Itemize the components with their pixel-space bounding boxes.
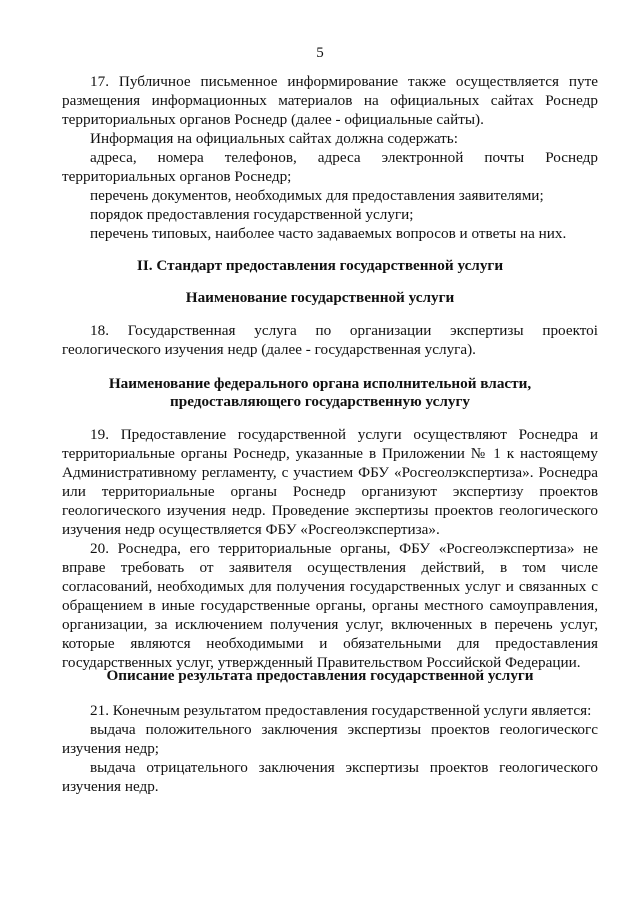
paragraph-17-line: перечень типовых, наиболее часто задаваемых вопросов и ответы на них. bbox=[90, 225, 567, 242]
paragraph-17-line: территориальных органов Роснедр (далее - официальные сайты). bbox=[62, 111, 484, 128]
paragraph-17-line: Информация на официальных сайтах должна содержать: bbox=[90, 130, 458, 147]
paragraph-20-line: вправе требовать от заявителя осуществления действий, в том числе bbox=[62, 559, 598, 576]
paragraph-20-line: согласований, необходимых для получения государственных услуг и связанных с bbox=[62, 578, 598, 595]
paragraph-17-line: размещения информационных материалов на официальных сайтах Роснедр bbox=[62, 92, 598, 109]
paragraph-21-line: выдача положительного заключения экспертизы проектов геологическогс bbox=[90, 721, 598, 738]
paragraph-17-line: перечень документов, необходимых для предоставления заявителями; bbox=[90, 187, 544, 204]
section-heading: II. Стандарт предоставления государственной услуги bbox=[136, 257, 504, 274]
paragraph-18-line: 18. Государственная услуга по организации экспертизы проектоі bbox=[90, 322, 598, 339]
paragraph-17-line: адреса, номера телефонов, адреса электронной почты Роснедр bbox=[90, 149, 598, 166]
subsection-heading: предоставляющего государственную услугу bbox=[170, 393, 470, 410]
subsection-heading: Наименование федерального органа исполнительной власти, bbox=[108, 375, 532, 392]
paragraph-19-line: территориальные органы Роснедр, указанные в Приложении № 1 к настоящему bbox=[62, 445, 598, 462]
paragraph-21-line: выдача отрицательного заключения экспертизы проектов геологического bbox=[90, 759, 598, 776]
paragraph-20-line: организации, за исключением получения услуг, включенных в перечень услуг, bbox=[62, 616, 598, 633]
paragraph-20-line: обращением в иные государственные органы, органы местного самоуправления, bbox=[62, 597, 598, 614]
paragraph-18-line: геологического изучения недр (далее - государственная услуга). bbox=[62, 341, 476, 358]
paragraph-19-line: геологического изучения недр. Проведение экспертизы проектов геологического bbox=[62, 502, 598, 519]
paragraph-19-line: или территориальные органы Роснедр организуют экспертизу проектов bbox=[62, 483, 598, 500]
paragraph-21-line: изучения недр. bbox=[62, 778, 159, 795]
subsection-heading: Наименование государственной услуги bbox=[185, 289, 455, 306]
paragraph-17-line: территориальных органов Роснедр; bbox=[62, 168, 292, 185]
paragraph-17-line: порядок предоставления государственной услуги; bbox=[90, 206, 414, 223]
paragraph-21-line: изучения недр; bbox=[62, 740, 160, 757]
paragraph-19-line: 19. Предоставление государственной услуги осуществляют Роснедра и bbox=[90, 426, 598, 443]
paragraph-17-line: 17. Публичное письменное информирование также осуществляется путе bbox=[90, 73, 598, 90]
subsection-heading: Описание результата предоставления государственной услуги bbox=[106, 667, 534, 684]
paragraph-20-line: которые являются необходимыми и обязательными для предоставления bbox=[62, 635, 598, 652]
paragraph-20-line: государственных услуг, утвержденный Правительством Российской Федерации. bbox=[62, 654, 581, 671]
paragraph-20-line: 20. Роснедра, его территориальные органы, ФБУ «Росгеолэкспертиза» не bbox=[90, 540, 598, 557]
paragraph-19-line: Административному регламенту, с участием ФБУ «Росгеолэкспертиза». Роснедра bbox=[62, 464, 598, 481]
page-number: 5 bbox=[316, 45, 324, 61]
paragraph-19-line: изучения недр осуществляется ФБУ «Росгеолэкспертиза». bbox=[62, 521, 440, 538]
paragraph-21-line: 21. Конечным результатом предоставления государственной услуги является: bbox=[90, 702, 592, 719]
